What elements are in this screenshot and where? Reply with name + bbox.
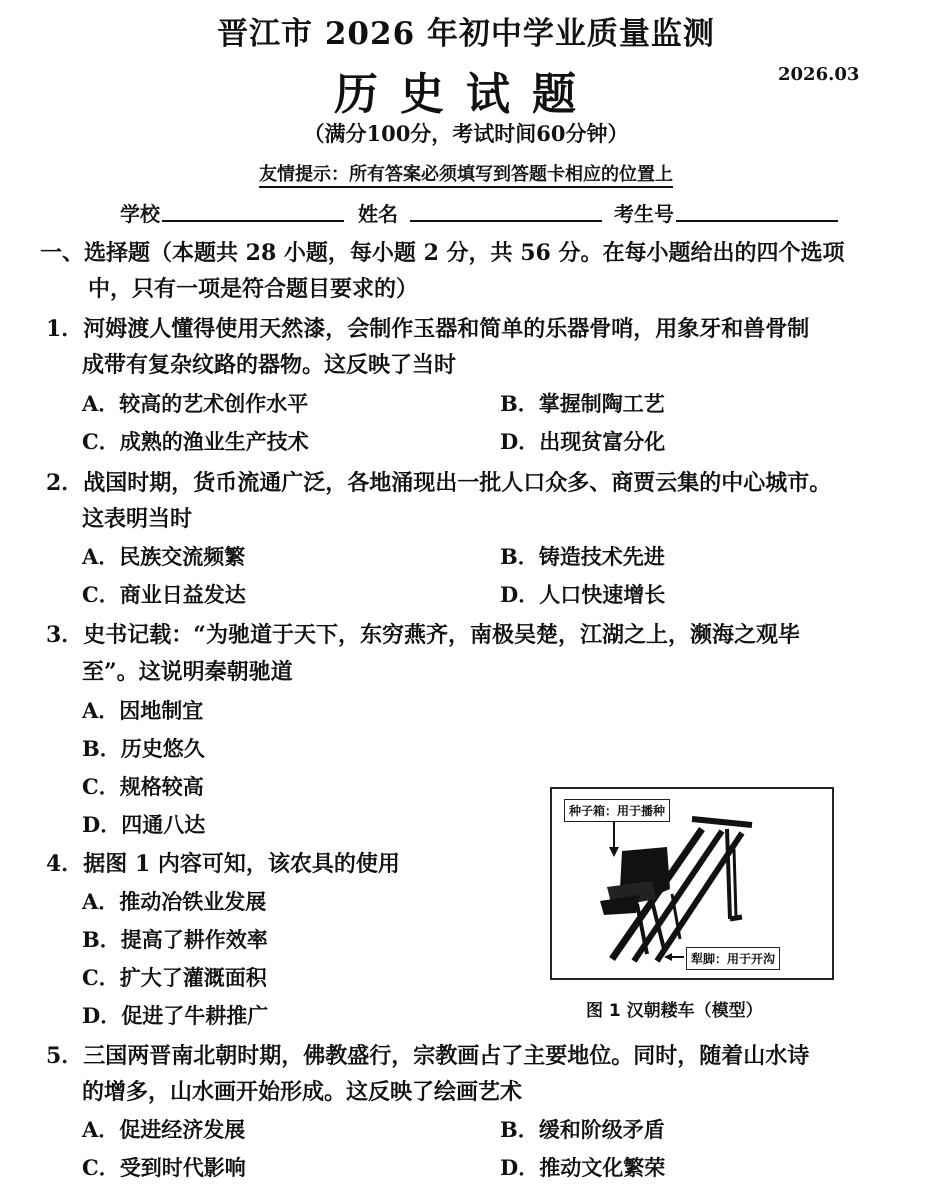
question-3-option-c: C．规格较高: [82, 774, 204, 799]
question-2-option-b: B．铸造技术先进: [500, 544, 665, 569]
question-4-option-a: A．推动冶铁业发展: [82, 889, 267, 914]
figure-1-caption: 图 1 汉朝耧车（模型）: [586, 1001, 763, 1021]
question-3-option-b: B．历史悠久: [82, 736, 205, 761]
question-2-option-a: A．民族交流频繁: [82, 544, 246, 569]
exam-date: 2026.03: [778, 64, 860, 85]
figure-1-seed-drill: [550, 787, 834, 980]
question-4-line1: 4．据图 1 内容可知，该农具的使用: [46, 851, 400, 877]
question-3-line2: 至”。这说明秦朝驰道: [82, 659, 293, 685]
question-2-option-d: D．人口快速增长: [500, 582, 666, 607]
question-4-option-c: C．扩大了灌溉面积: [82, 965, 267, 990]
question-4-option-b: B．提高了耕作效率: [82, 927, 268, 952]
question-3-option-a: A．因地制宜: [82, 698, 204, 723]
question-5-option-d: D．推动文化繁荣: [500, 1155, 666, 1180]
question-5-option-a: A．促进经济发展: [82, 1117, 246, 1142]
question-1-option-b: B．掌握制陶工艺: [500, 391, 665, 416]
question-1-option-a: A．较高的艺术创作水平: [82, 391, 309, 416]
question-3-line1: 3．史书记载：“为驰道于天下，东穷燕齐，南极吴楚，江湖之上，濒海之观毕: [46, 622, 800, 648]
question-1-option-c: C．成熟的渔业生产技术: [82, 429, 309, 454]
id-blank: [676, 220, 838, 222]
friendly-tip: [0, 160, 932, 186]
section-heading-line2: 中，只有一项是符合题目要求的）: [88, 276, 419, 302]
id-label: 考生号: [614, 202, 674, 226]
friendly-tip-text: 友情提示：所有答案必须填写到答题卡相应的位置上: [259, 164, 673, 188]
question-5-option-b: B．缓和阶级矛盾: [500, 1117, 665, 1142]
question-2-line1: 2．战国时期，货币流通广泛，各地涌现出一批人口众多、商贾云集的中心城市。: [46, 470, 832, 496]
name-label: 姓名: [358, 202, 398, 226]
subject-title: 历史试题: [334, 69, 598, 120]
exam-title: 晋江市 2026 年初中学业质量监测: [217, 16, 715, 52]
plough-foot-label: 犁脚：用于开沟: [686, 947, 780, 970]
question-2-option-c: C．商业日益发达: [82, 582, 246, 607]
score-note: （满分100分，考试时间60分钟）: [303, 121, 629, 146]
section-heading-line1: 一、选择题（本题共 28 小题，每小题 2 分，共 56 分。在每小题给出的四个选项: [40, 240, 845, 266]
question-5-line2: 的增多，山水画开始形成。这反映了绘画艺术: [82, 1079, 523, 1105]
question-1-line2: 成带有复杂纹路的器物。这反映了当时: [82, 352, 457, 378]
question-5-line1: 5．三国两晋南北朝时期，佛教盛行，宗教画占了主要地位。同时，随着山水诗: [46, 1043, 810, 1069]
question-4-option-d: D．促进了牛耕推广: [82, 1003, 269, 1028]
question-3-option-d: D．四通八达: [82, 812, 206, 837]
question-5-option-c: C．受到时代影响: [82, 1155, 246, 1180]
name-blank: [410, 220, 602, 222]
school-label: 学校: [120, 202, 160, 226]
school-blank: [162, 220, 344, 222]
question-1-line1: 1．河姆渡人懂得使用天然漆，会制作玉器和简单的乐器骨哨，用象牙和兽骨制: [46, 316, 810, 342]
question-1-option-d: D．出现贫富分化: [500, 429, 666, 454]
question-2-line2: 这表明当时: [82, 506, 193, 532]
seed-box-label: 种子箱：用于播种: [564, 799, 670, 822]
